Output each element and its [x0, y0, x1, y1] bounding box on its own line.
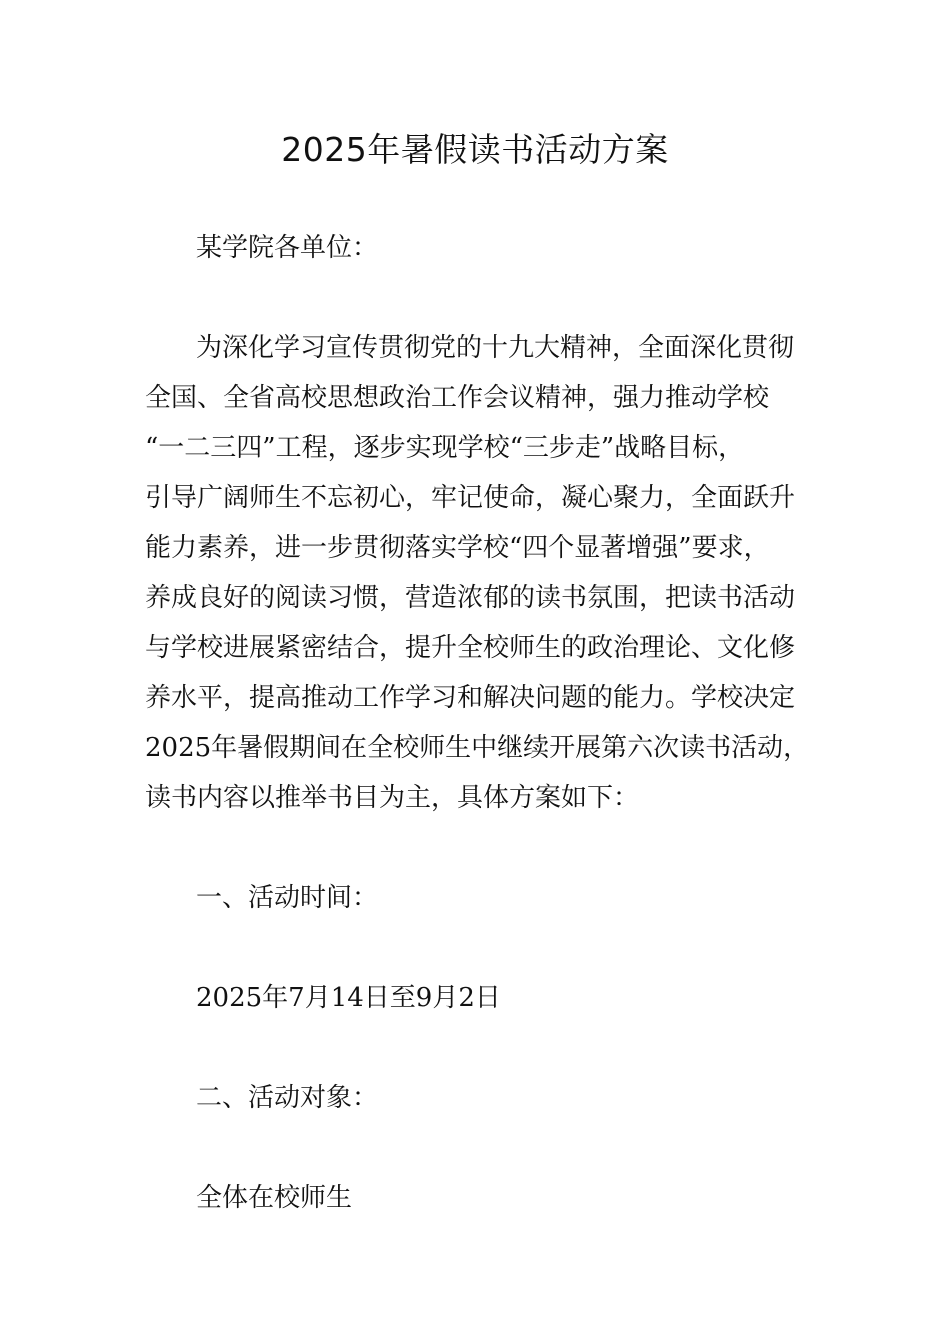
salutation: 某学院各单位：	[196, 233, 379, 263]
intro-line: 引导广阔师生不忘初心，牢记使命，凝心聚力，全面跃升	[145, 483, 796, 513]
intro-line: 读书内容以推举书目为主，具体方案如下：	[145, 783, 640, 813]
intro-line: 2025年暑假期间在全校师生中继续开展第六次读书活动，	[145, 733, 810, 763]
intro-line: “一二三四”工程，逐步实现学校“三步走”战略目标，	[145, 433, 745, 463]
section-heading-audience: 二、活动对象：	[196, 1083, 379, 1113]
section-heading-time: 一、活动时间：	[196, 883, 379, 913]
section-body-time: 2025年7月14日至9月2日	[196, 983, 501, 1013]
intro-line: 为深化学习宣传贯彻党的十九大精神，全面深化贯彻	[196, 333, 795, 363]
section-body-audience: 全体在校师生	[196, 1183, 353, 1213]
document-title: 2025年暑假读书活动方案	[281, 130, 669, 169]
intro-line: 养水平，提高推动工作学习和解决问题的能力。学校决定	[145, 683, 796, 713]
intro-line: 全国、全省高校思想政治工作会议精神，强力推动学校	[145, 383, 770, 413]
intro-line: 与学校进展紧密结合，提升全校师生的政治理论、文化修	[145, 633, 796, 663]
intro-line: 能力素养，进一步贯彻落实学校“四个显著增强”要求，	[145, 533, 770, 563]
intro-line: 养成良好的阅读习惯，营造浓郁的读书氛围，把读书活动	[145, 583, 796, 613]
